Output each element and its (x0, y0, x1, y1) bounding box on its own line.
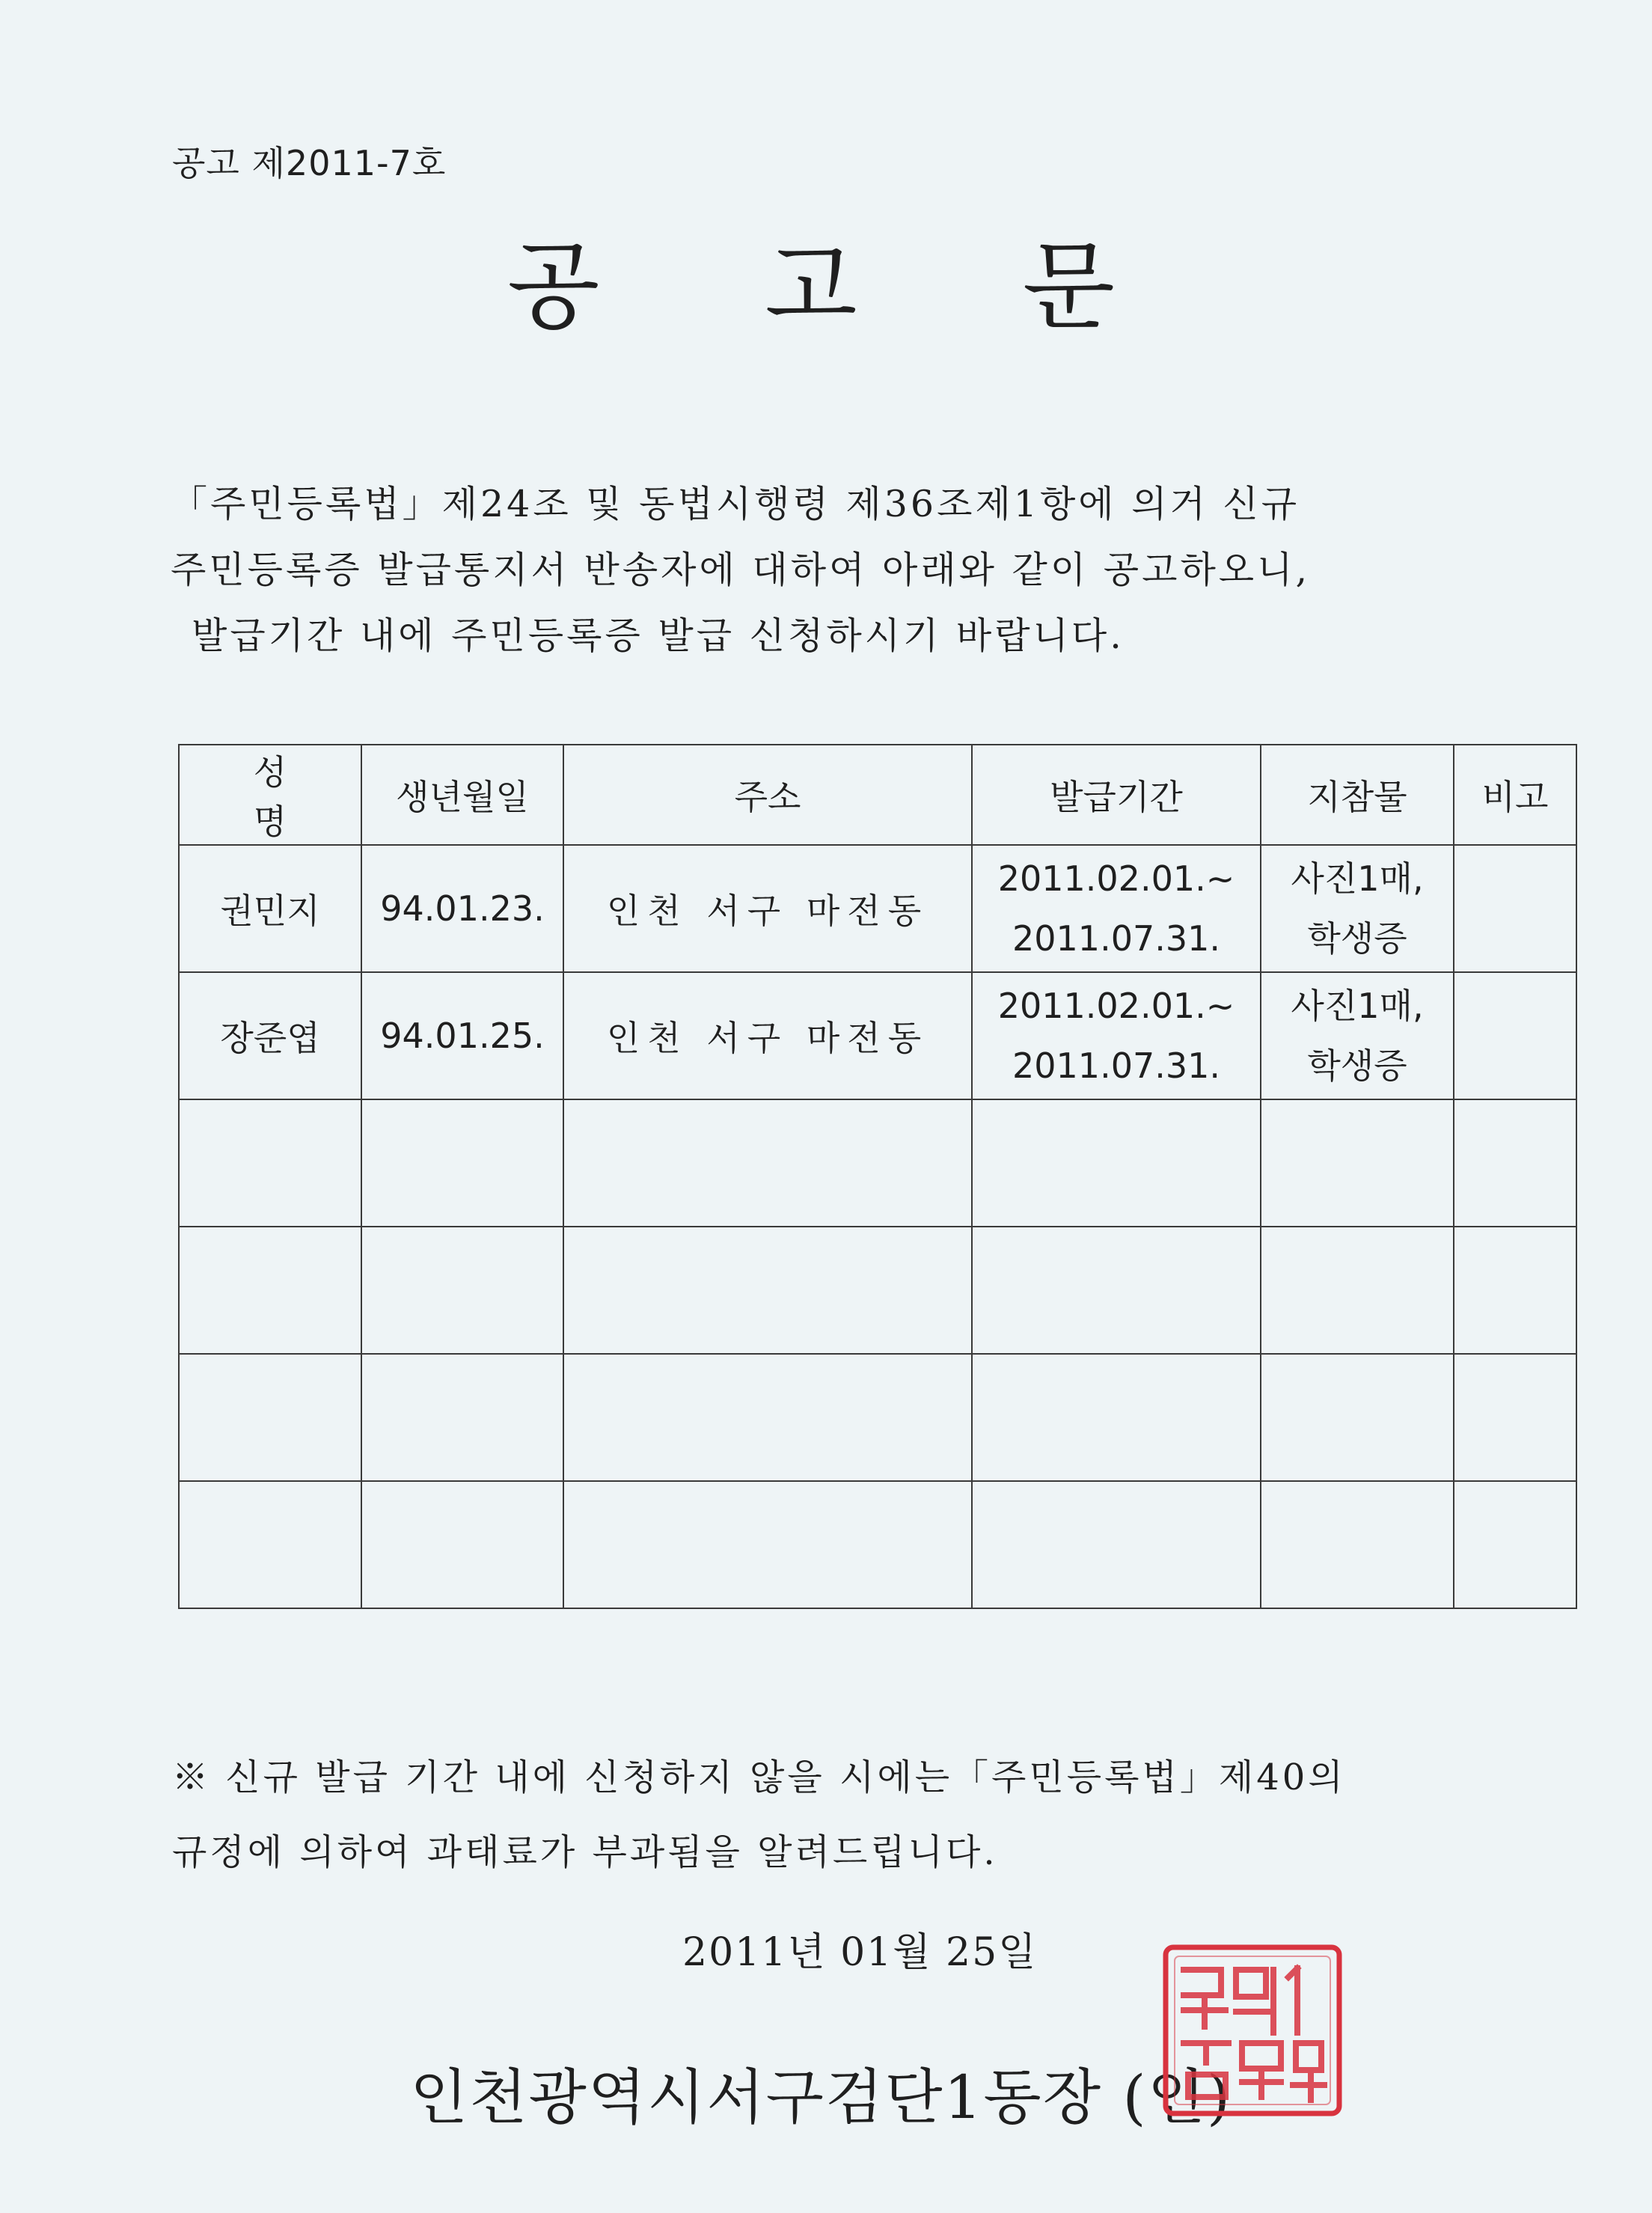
items-line-1: 사진1매, (1291, 858, 1424, 899)
penalty-notice (172, 1740, 1534, 1890)
intro-paragraph (171, 471, 1517, 669)
cell-remarks (1454, 845, 1576, 972)
cell-address: 인천 서구 마전동 (563, 845, 972, 972)
header-items: 지참물 (1261, 745, 1454, 845)
empty-row (179, 1481, 1576, 1608)
official-seal-icon (1161, 1943, 1344, 2118)
cell-birthdate: 94.01.25. (361, 972, 563, 1099)
header-name: 성 명 (179, 745, 361, 845)
cell-issue-period (972, 972, 1261, 1099)
notice-line-2: 규정에 의하여 과태료가 부과됨을 알려드립니다. (172, 1831, 998, 1873)
items-line-2: 학생증 (1307, 918, 1407, 959)
returnee-table (178, 744, 1577, 1609)
empty-row (179, 1227, 1576, 1354)
cell-issue-period (972, 845, 1261, 972)
cell-items (1261, 845, 1454, 972)
period-start: 2011.02.01.~ (997, 986, 1235, 1026)
table-header-row (179, 745, 1576, 845)
issuer-signature: 인천광역시서구검단1동장 (인) (410, 2063, 1232, 2132)
notice-line-1: ※ 신규 발급 기간 내에 신청하지 않을 시에는「주민등록법」제40의 (172, 1756, 1346, 1798)
intro-line-1: 「주민등록법」제24조 및 동법시행령 제36조제1항에 의거 신규 (171, 483, 1300, 525)
items-line-2: 학생증 (1307, 1046, 1407, 1086)
period-end: 2011.07.31. (1012, 1046, 1220, 1086)
doc-number: 공고 제2011-7호 (172, 143, 447, 183)
header-remarks: 비고 (1454, 745, 1576, 845)
cell-address: 인천 서구 마전동 (563, 972, 972, 1099)
table-row (179, 972, 1576, 1099)
cell-remarks (1454, 972, 1576, 1099)
cell-items (1261, 972, 1454, 1099)
table-row (179, 845, 1576, 972)
header-birthdate: 생년월일 (361, 745, 563, 845)
intro-line-3: 발급기간 내에 주민등록증 발급 신청하시기 바랍니다. (192, 614, 1125, 657)
header-address: 주소 (563, 745, 972, 845)
intro-line-2: 주민등록증 발급통지서 반송자에 대하여 아래와 같이 공고하오니, (171, 549, 1311, 591)
empty-row (179, 1354, 1576, 1481)
header-issue-period: 발급기간 (972, 745, 1261, 845)
cell-name: 권민지 (179, 845, 361, 972)
period-end: 2011.07.31. (1012, 918, 1220, 959)
notice-date: 2011년 01월 25일 (682, 1930, 1038, 1975)
items-line-1: 사진1매, (1291, 986, 1424, 1026)
cell-name: 장준엽 (179, 972, 361, 1099)
page-title: 공 고 문 (507, 231, 1183, 343)
period-start: 2011.02.01.~ (997, 858, 1235, 899)
empty-row (179, 1099, 1576, 1227)
cell-birthdate: 94.01.23. (361, 845, 563, 972)
